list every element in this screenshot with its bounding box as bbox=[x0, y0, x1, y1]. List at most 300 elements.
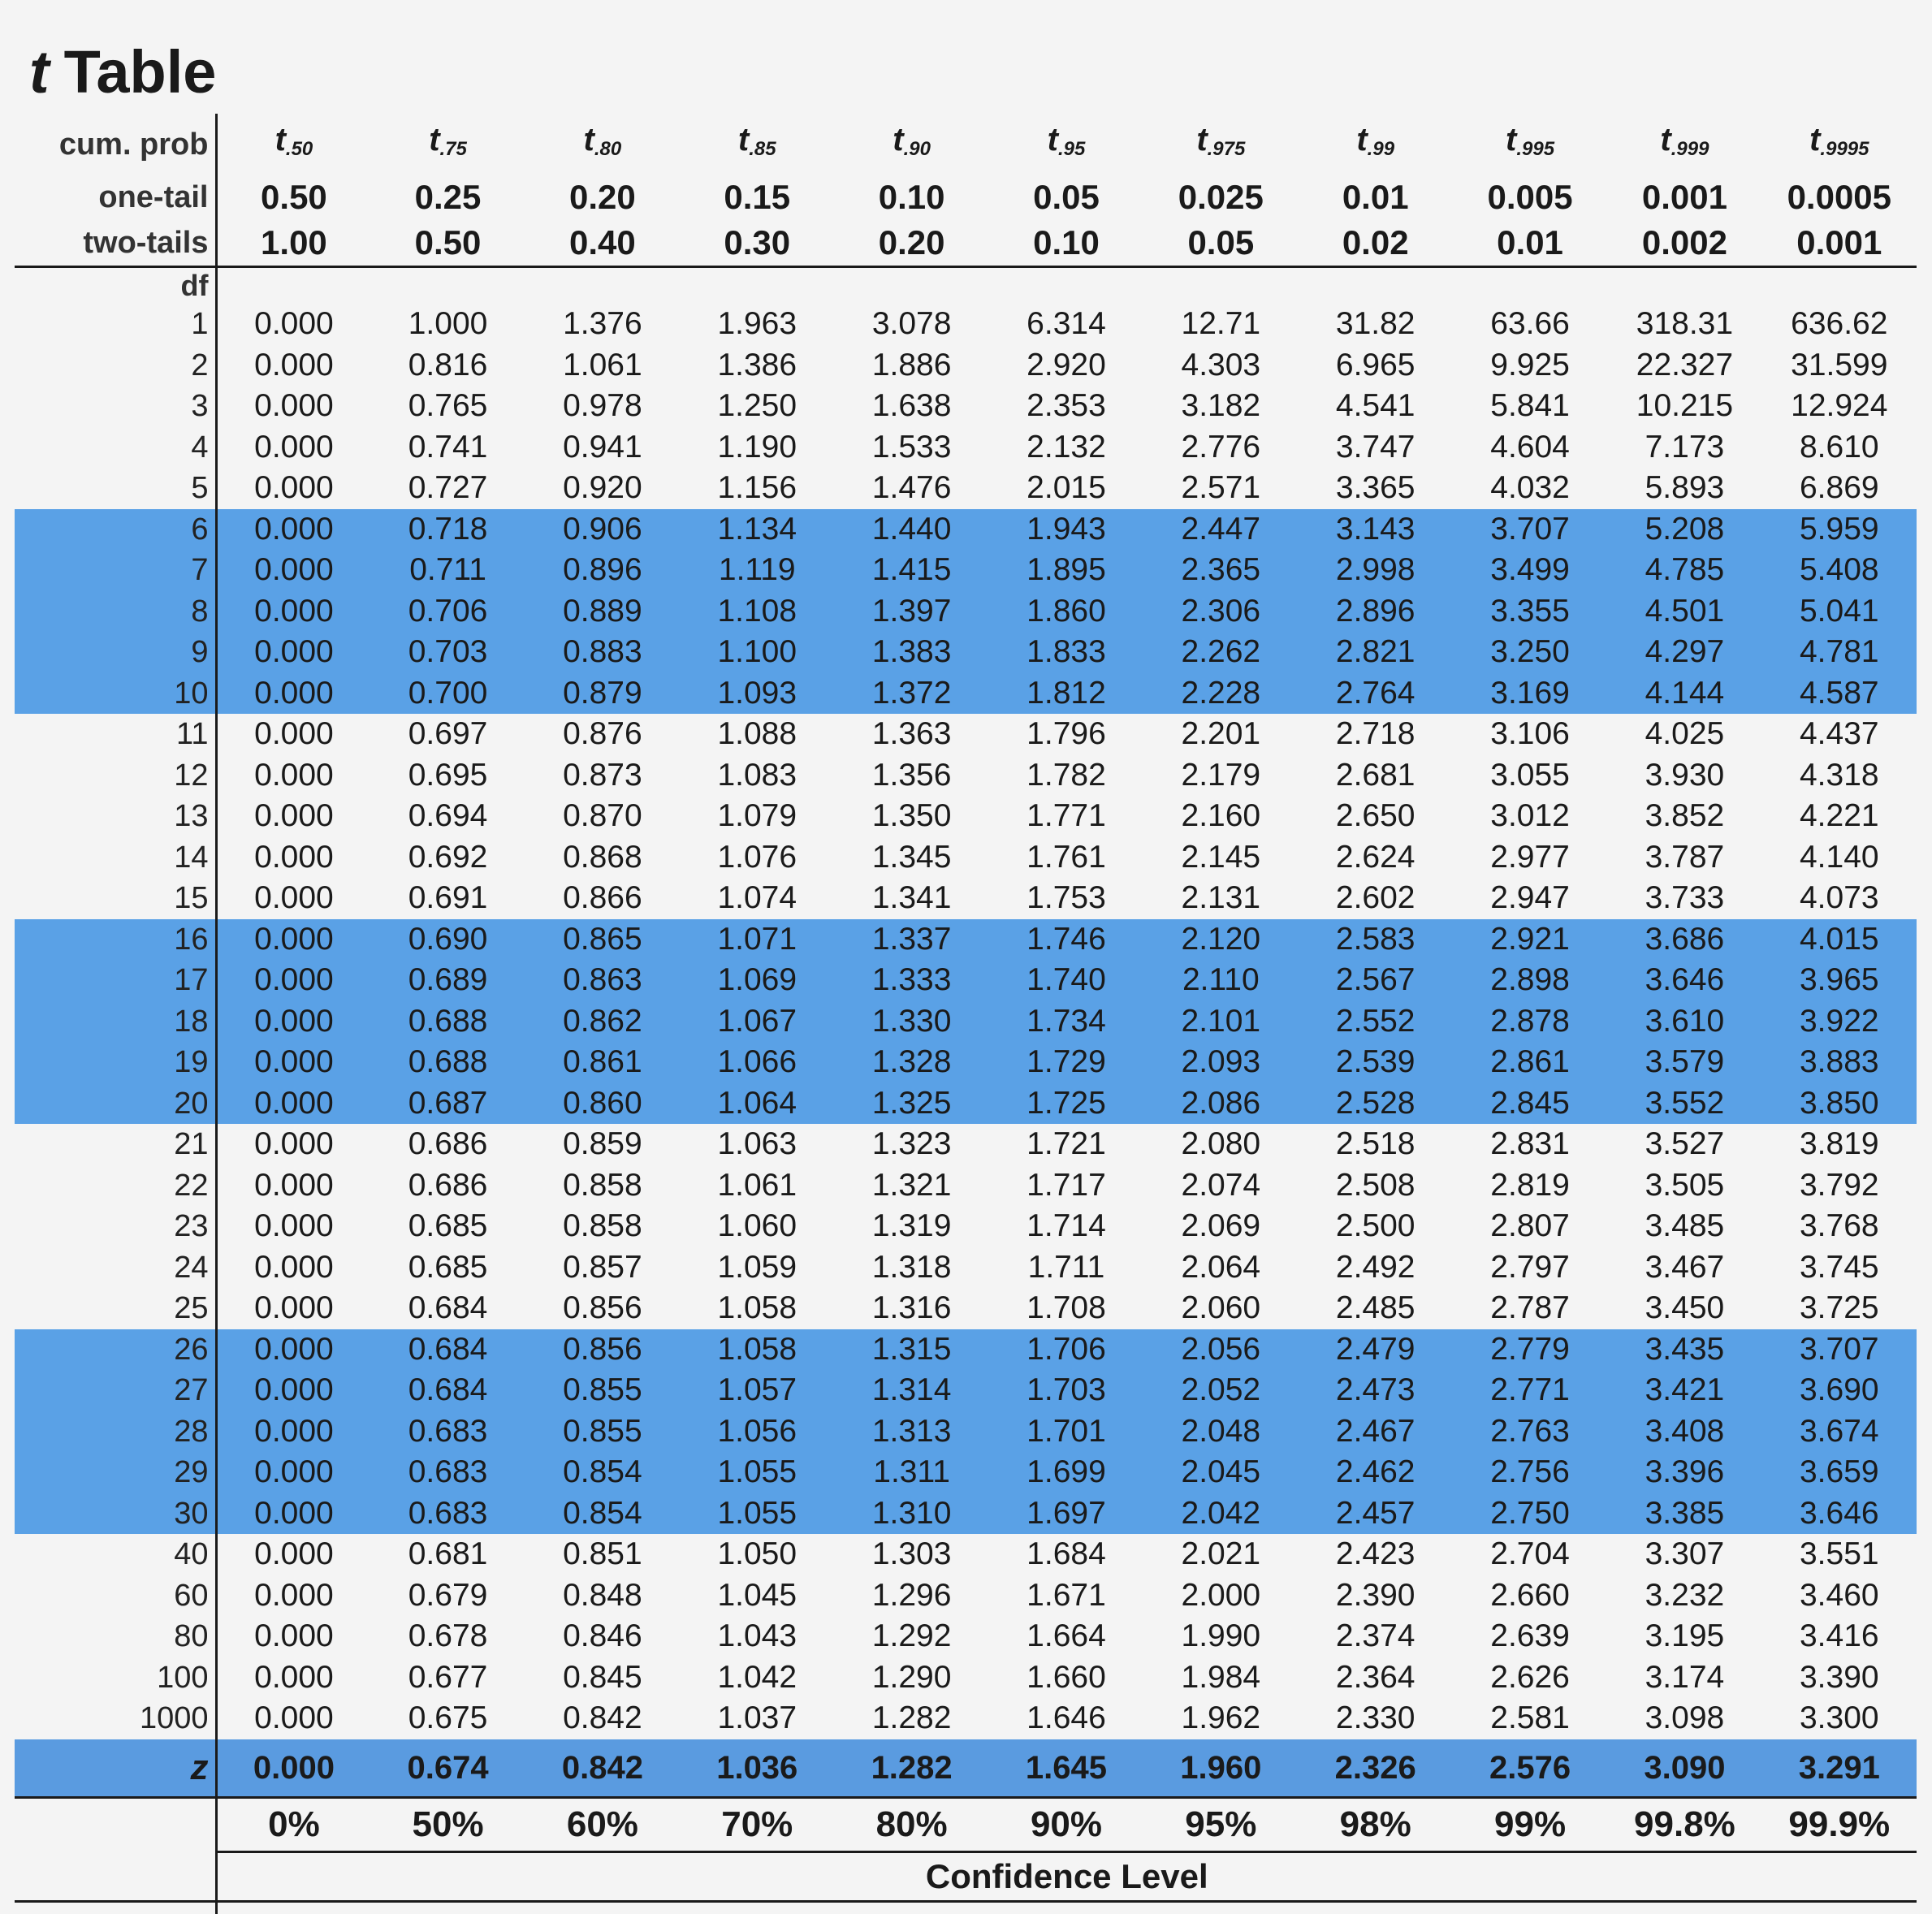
critical-value-cell: 2.093 bbox=[1143, 1042, 1298, 1083]
two-tails-value: 1.00 bbox=[216, 220, 370, 267]
critical-value-cell: 1.318 bbox=[871, 1249, 952, 1285]
critical-value-cell: 0.684 bbox=[370, 1370, 525, 1411]
critical-value-cell: 0.861 bbox=[525, 1042, 680, 1083]
critical-value-cell: 3.365 bbox=[1335, 470, 1416, 505]
critical-value-cell: 3.355 bbox=[1453, 591, 1607, 633]
df-cell: 11 bbox=[15, 714, 216, 755]
df-label: df bbox=[15, 267, 216, 305]
critical-value-cell: 3.819 bbox=[1799, 1126, 1879, 1161]
header-row-cum-prob bbox=[15, 114, 1917, 175]
critical-value-cell: 2.776 bbox=[1181, 429, 1261, 464]
critical-value-cell: 1.156 bbox=[717, 470, 797, 505]
critical-value-cell: 1.684 bbox=[1027, 1536, 1106, 1571]
critical-value-cell: 3.485 bbox=[1645, 1208, 1725, 1243]
critical-value-cell: 0.859 bbox=[563, 1126, 642, 1161]
df-cell: 1000 bbox=[15, 1698, 216, 1739]
t-symbol: t bbox=[583, 122, 594, 158]
critical-value-cell: 1.061 bbox=[563, 347, 642, 382]
critical-value-cell: 4.144 bbox=[1607, 673, 1761, 715]
critical-value-cell: 0.000 bbox=[254, 1659, 334, 1695]
critical-value-cell: 0.711 bbox=[370, 550, 525, 591]
z-value-cell: 1.036 bbox=[680, 1739, 834, 1798]
critical-value-cell: 3.552 bbox=[1607, 1083, 1761, 1125]
critical-value-cell: 1.083 bbox=[717, 757, 797, 793]
critical-value-cell: 2.110 bbox=[1143, 960, 1298, 1001]
z-value-cell: 2.326 bbox=[1299, 1739, 1453, 1798]
critical-value-cell: 0.000 bbox=[254, 839, 334, 875]
critical-value-cell: 2.423 bbox=[1335, 1536, 1416, 1571]
critical-value-cell: 0.695 bbox=[408, 757, 488, 793]
critical-value-cell: 3.499 bbox=[1453, 550, 1607, 591]
cum-prob-value: .9995 bbox=[1820, 138, 1869, 160]
critical-value-cell: 0.879 bbox=[525, 673, 680, 715]
critical-value-cell: 2.306 bbox=[1143, 591, 1298, 633]
critical-value-cell: 1.701 bbox=[989, 1411, 1143, 1453]
critical-value-cell: 0.000 bbox=[254, 1167, 334, 1203]
table-row bbox=[15, 1083, 1917, 1125]
critical-value-cell: 1.729 bbox=[989, 1042, 1143, 1083]
critical-value-cell: 2.467 bbox=[1299, 1411, 1453, 1453]
table-row bbox=[15, 919, 1917, 961]
critical-value-cell: 0.675 bbox=[408, 1700, 488, 1735]
critical-value-cell: 3.450 bbox=[1645, 1290, 1725, 1325]
one-tail-value: 0.01 bbox=[1342, 178, 1409, 216]
critical-value-cell: 0.688 bbox=[370, 1042, 525, 1083]
critical-value-cell: 3.725 bbox=[1799, 1290, 1879, 1325]
critical-value-cell: 4.032 bbox=[1490, 470, 1570, 505]
confidence-value-cell: 0% bbox=[268, 1804, 320, 1844]
critical-value-cell: 0.000 bbox=[254, 1290, 334, 1325]
critical-value-cell: 3.787 bbox=[1645, 839, 1725, 875]
critical-value-cell: 1.325 bbox=[834, 1083, 988, 1125]
critical-value-cell: 5.893 bbox=[1645, 470, 1725, 505]
critical-value-cell: 2.779 bbox=[1453, 1329, 1607, 1371]
critical-value-cell: 1.093 bbox=[680, 673, 834, 715]
df-cell: 19 bbox=[15, 1042, 216, 1083]
critical-value-cell: 1.330 bbox=[834, 1001, 988, 1043]
one-tail-value: 0.25 bbox=[414, 178, 482, 216]
critical-value-cell: 0.000 bbox=[216, 632, 370, 673]
critical-value-cell: 63.66 bbox=[1490, 306, 1570, 341]
critical-value-cell: 1.063 bbox=[717, 1126, 797, 1161]
critical-value-cell: 0.697 bbox=[408, 716, 488, 751]
confidence-value-cell: 99.8% bbox=[1634, 1804, 1735, 1844]
critical-value-cell: 3.527 bbox=[1645, 1126, 1725, 1161]
critical-value-cell: 1.383 bbox=[834, 632, 988, 673]
critical-value-cell: 0.854 bbox=[525, 1452, 680, 1493]
t-symbol: t bbox=[1660, 122, 1671, 158]
critical-value-cell: 0.851 bbox=[563, 1536, 642, 1571]
critical-value-cell: 0.873 bbox=[563, 757, 642, 793]
critical-value-cell: 2.120 bbox=[1143, 919, 1298, 961]
critical-value-cell: 2.447 bbox=[1143, 509, 1298, 551]
critical-value-cell: 4.140 bbox=[1799, 839, 1879, 875]
confidence-value-cell: 98% bbox=[1339, 1804, 1411, 1844]
critical-value-cell: 2.045 bbox=[1143, 1452, 1298, 1493]
confidence-level-label: Confidence Level bbox=[216, 1851, 1917, 1901]
critical-value-cell: 3.421 bbox=[1607, 1370, 1761, 1411]
critical-value-cell: 3.610 bbox=[1607, 1001, 1761, 1043]
critical-value-cell: 1.721 bbox=[1027, 1126, 1106, 1161]
critical-value-cell: 2.056 bbox=[1143, 1329, 1298, 1371]
spacer-cell bbox=[680, 267, 834, 305]
cum-prob-header bbox=[1762, 114, 1917, 175]
critical-value-cell: 4.587 bbox=[1762, 673, 1917, 715]
critical-value-cell: 0.683 bbox=[370, 1493, 525, 1535]
critical-value-cell: 1.660 bbox=[1027, 1659, 1106, 1695]
two-tails-value: 0.002 bbox=[1607, 220, 1761, 267]
df-cell: 17 bbox=[15, 960, 216, 1001]
cum-prob-value: .90 bbox=[903, 138, 931, 160]
critical-value-cell: 1.282 bbox=[871, 1700, 952, 1735]
df-cell: 4 bbox=[15, 427, 216, 469]
critical-value-cell: 1.337 bbox=[834, 919, 988, 961]
critical-value-cell: 1.058 bbox=[717, 1290, 797, 1325]
empty-label-cell bbox=[15, 1851, 216, 1901]
critical-value-cell: 0.860 bbox=[525, 1083, 680, 1125]
critical-value-cell: 0.863 bbox=[525, 960, 680, 1001]
critical-value-cell: 0.765 bbox=[408, 388, 488, 423]
critical-value-cell: 1.646 bbox=[1027, 1700, 1106, 1735]
critical-value-cell: 2.479 bbox=[1299, 1329, 1453, 1371]
critical-value-cell: 0.000 bbox=[254, 306, 334, 341]
critical-value-cell: 0.000 bbox=[254, 1126, 334, 1161]
critical-value-cell: 3.385 bbox=[1607, 1493, 1761, 1535]
title-symbol: t bbox=[29, 38, 50, 106]
critical-value-cell: 3.930 bbox=[1645, 757, 1725, 793]
critical-value-cell: 1.060 bbox=[717, 1208, 797, 1243]
critical-value-cell: 0.741 bbox=[408, 429, 488, 464]
critical-value-cell: 4.437 bbox=[1799, 716, 1879, 751]
critical-value-cell: 0.684 bbox=[370, 1329, 525, 1371]
critical-value-cell: 2.861 bbox=[1453, 1042, 1607, 1083]
critical-value-cell: 2.462 bbox=[1299, 1452, 1453, 1493]
critical-value-cell: 0.876 bbox=[563, 716, 642, 751]
critical-value-cell: 0.000 bbox=[254, 880, 334, 915]
bottom-rule-cell bbox=[216, 1901, 1917, 1914]
df-cell: 6 bbox=[15, 509, 216, 551]
critical-value-cell: 1.771 bbox=[1027, 798, 1106, 833]
critical-value-cell: 2.492 bbox=[1335, 1249, 1416, 1285]
critical-value-cell: 0.000 bbox=[216, 550, 370, 591]
two-tails-label: two-tails bbox=[15, 220, 216, 267]
cum-prob-value: .50 bbox=[285, 138, 313, 160]
critical-value-cell: 2.639 bbox=[1490, 1618, 1570, 1653]
critical-value-cell: 1.386 bbox=[717, 347, 797, 382]
critical-value-cell: 2.262 bbox=[1143, 632, 1298, 673]
critical-value-cell: 0.000 bbox=[216, 1452, 370, 1493]
critical-value-cell: 0.000 bbox=[216, 919, 370, 961]
critical-value-cell: 1.796 bbox=[1027, 716, 1106, 751]
cum-prob-header bbox=[525, 114, 680, 175]
table-row bbox=[15, 1288, 1917, 1329]
df-cell: 23 bbox=[15, 1206, 216, 1247]
critical-value-cell: 2.831 bbox=[1490, 1126, 1570, 1161]
critical-value-cell: 0.727 bbox=[408, 470, 488, 505]
critical-value-cell: 3.551 bbox=[1799, 1536, 1879, 1571]
critical-value-cell: 0.906 bbox=[525, 509, 680, 551]
critical-value-cell: 31.599 bbox=[1791, 347, 1888, 382]
critical-value-cell: 1.860 bbox=[989, 591, 1143, 633]
critical-value-cell: 1.088 bbox=[717, 716, 797, 751]
critical-value-cell: 3.707 bbox=[1453, 509, 1607, 551]
critical-value-cell: 5.959 bbox=[1762, 509, 1917, 551]
t-table bbox=[15, 114, 1917, 1914]
df-cell: 30 bbox=[15, 1493, 216, 1535]
critical-value-cell: 0.862 bbox=[525, 1001, 680, 1043]
df-cell: 20 bbox=[15, 1083, 216, 1125]
critical-value-cell: 0.000 bbox=[254, 1700, 334, 1735]
critical-value-cell: 1.664 bbox=[1027, 1618, 1106, 1653]
critical-value-cell: 0.703 bbox=[370, 632, 525, 673]
header-row-one-tail bbox=[15, 175, 1917, 220]
t-symbol: t bbox=[893, 122, 904, 158]
critical-value-cell: 1.350 bbox=[871, 798, 952, 833]
critical-value-cell: 3.707 bbox=[1762, 1329, 1917, 1371]
page-title bbox=[29, 38, 217, 106]
critical-value-cell: 0.000 bbox=[254, 388, 334, 423]
z-value-cell: 0.842 bbox=[525, 1739, 680, 1798]
spacer-cell bbox=[1762, 267, 1917, 305]
critical-value-cell: 3.169 bbox=[1453, 673, 1607, 715]
t-symbol: t bbox=[1047, 122, 1058, 158]
critical-value-cell: 1.740 bbox=[989, 960, 1143, 1001]
critical-value-cell: 4.785 bbox=[1607, 550, 1761, 591]
critical-value-cell: 2.552 bbox=[1299, 1001, 1453, 1043]
critical-value-cell: 2.660 bbox=[1490, 1577, 1570, 1613]
critical-value-cell: 0.706 bbox=[370, 591, 525, 633]
critical-value-cell: 2.064 bbox=[1181, 1249, 1261, 1285]
cum-prob-value: .75 bbox=[439, 138, 467, 160]
table-row bbox=[15, 550, 1917, 591]
critical-value-cell: 0.683 bbox=[370, 1411, 525, 1453]
critical-value-cell: 0.677 bbox=[408, 1659, 488, 1695]
df-cell: 26 bbox=[15, 1329, 216, 1371]
critical-value-cell: 1.000 bbox=[408, 306, 488, 341]
critical-value-cell: 3.747 bbox=[1335, 429, 1416, 464]
critical-value-cell: 2.101 bbox=[1143, 1001, 1298, 1043]
table-row bbox=[15, 1698, 1917, 1739]
critical-value-cell: 2.977 bbox=[1490, 839, 1570, 875]
critical-value-cell: 3.143 bbox=[1299, 509, 1453, 551]
critical-value-cell: 2.845 bbox=[1453, 1083, 1607, 1125]
critical-value-cell: 2.086 bbox=[1143, 1083, 1298, 1125]
cum-prob-header bbox=[680, 114, 834, 175]
critical-value-cell: 2.374 bbox=[1335, 1618, 1416, 1653]
two-tails-value: 0.01 bbox=[1453, 220, 1607, 267]
title-text: Table bbox=[63, 38, 217, 106]
z-value-cell: 1.282 bbox=[834, 1739, 988, 1798]
critical-value-cell: 3.646 bbox=[1762, 1493, 1917, 1535]
critical-value-cell: 3.435 bbox=[1607, 1329, 1761, 1371]
df-cell: 14 bbox=[15, 837, 216, 879]
critical-value-cell: 0.846 bbox=[563, 1618, 642, 1653]
critical-value-cell: 3.690 bbox=[1762, 1370, 1917, 1411]
critical-value-cell: 1.895 bbox=[989, 550, 1143, 591]
df-cell: 10 bbox=[15, 673, 216, 715]
critical-value-cell: 3.686 bbox=[1607, 919, 1761, 961]
cum-prob-label: cum. prob bbox=[15, 114, 216, 175]
spacer-cell bbox=[216, 267, 370, 305]
critical-value-cell: 1.638 bbox=[871, 388, 952, 423]
critical-value-cell: 3.850 bbox=[1762, 1083, 1917, 1125]
two-tails-value: 0.001 bbox=[1762, 220, 1917, 267]
critical-value-cell: 3.300 bbox=[1799, 1700, 1879, 1735]
critical-value-cell: 1.296 bbox=[871, 1577, 952, 1613]
critical-value-cell: 1.725 bbox=[989, 1083, 1143, 1125]
critical-value-cell: 1.397 bbox=[834, 591, 988, 633]
critical-value-cell: 1.321 bbox=[871, 1167, 952, 1203]
critical-value-cell: 4.025 bbox=[1645, 716, 1725, 751]
df-cell: 7 bbox=[15, 550, 216, 591]
critical-value-cell: 0.870 bbox=[563, 798, 642, 833]
critical-value-cell: 0.689 bbox=[370, 960, 525, 1001]
critical-value-cell: 1.043 bbox=[717, 1618, 797, 1653]
critical-value-cell: 3.396 bbox=[1607, 1452, 1761, 1493]
one-tail-value: 0.50 bbox=[261, 178, 327, 216]
table-row bbox=[15, 837, 1917, 879]
critical-value-cell: 2.500 bbox=[1335, 1208, 1416, 1243]
critical-value-cell: 0.856 bbox=[563, 1290, 642, 1325]
critical-value-cell: 1.341 bbox=[871, 880, 952, 915]
critical-value-cell: 0.679 bbox=[408, 1577, 488, 1613]
critical-value-cell: 1.292 bbox=[871, 1618, 952, 1653]
critical-value-cell: 3.106 bbox=[1490, 716, 1570, 751]
critical-value-cell: 0.718 bbox=[370, 509, 525, 551]
critical-value-cell: 3.055 bbox=[1490, 757, 1570, 793]
one-tail-value: 0.20 bbox=[569, 178, 636, 216]
critical-value-cell: 0.865 bbox=[525, 919, 680, 961]
critical-value-cell: 4.221 bbox=[1799, 798, 1879, 833]
critical-value-cell: 1.311 bbox=[834, 1452, 988, 1493]
cum-prob-header bbox=[1299, 114, 1453, 175]
critical-value-cell: 0.866 bbox=[563, 880, 642, 915]
critical-value-cell: 7.173 bbox=[1645, 429, 1725, 464]
critical-value-cell: 0.855 bbox=[525, 1370, 680, 1411]
critical-value-cell: 3.505 bbox=[1645, 1167, 1725, 1203]
critical-value-cell: 5.208 bbox=[1607, 509, 1761, 551]
z-value-cell: 0.674 bbox=[370, 1739, 525, 1798]
critical-value-cell: 1.310 bbox=[834, 1493, 988, 1535]
critical-value-cell: 1.069 bbox=[680, 960, 834, 1001]
t-table-body bbox=[15, 114, 1917, 1914]
critical-value-cell: 1.100 bbox=[680, 632, 834, 673]
critical-value-cell: 1.315 bbox=[834, 1329, 988, 1371]
critical-value-cell: 0.000 bbox=[254, 347, 334, 382]
critical-value-cell: 4.297 bbox=[1607, 632, 1761, 673]
t-symbol: t bbox=[1356, 122, 1368, 158]
table-row bbox=[15, 1165, 1917, 1207]
critical-value-cell: 2.201 bbox=[1181, 716, 1261, 751]
df-cell: 24 bbox=[15, 1247, 216, 1289]
table-row bbox=[15, 1534, 1917, 1575]
z-value-cell: 3.090 bbox=[1607, 1739, 1761, 1798]
critical-value-cell: 3.792 bbox=[1799, 1167, 1879, 1203]
critical-value-cell: 1.057 bbox=[680, 1370, 834, 1411]
critical-value-cell: 2.821 bbox=[1299, 632, 1453, 673]
critical-value-cell: 2.364 bbox=[1335, 1659, 1416, 1695]
t-symbol: t bbox=[737, 122, 750, 158]
critical-value-cell: 3.659 bbox=[1762, 1452, 1917, 1493]
critical-value-cell: 1.363 bbox=[871, 716, 952, 751]
confidence-label-row bbox=[15, 1851, 1917, 1901]
critical-value-cell: 2.763 bbox=[1453, 1411, 1607, 1453]
critical-value-cell: 2.390 bbox=[1335, 1577, 1416, 1613]
critical-value-cell: 2.571 bbox=[1181, 470, 1261, 505]
critical-value-cell: 2.878 bbox=[1453, 1001, 1607, 1043]
critical-value-cell: 0.854 bbox=[525, 1493, 680, 1535]
critical-value-cell: 1.108 bbox=[680, 591, 834, 633]
cum-prob-header bbox=[1453, 114, 1607, 175]
critical-value-cell: 5.408 bbox=[1762, 550, 1917, 591]
critical-value-cell: 1.708 bbox=[1027, 1290, 1106, 1325]
critical-value-cell: 0.000 bbox=[254, 1536, 334, 1571]
critical-value-cell: 3.883 bbox=[1762, 1042, 1917, 1083]
critical-value-cell: 0.856 bbox=[525, 1329, 680, 1371]
df-cell: 9 bbox=[15, 632, 216, 673]
critical-value-cell: 0.842 bbox=[563, 1700, 642, 1735]
critical-value-cell: 0.691 bbox=[408, 880, 488, 915]
table-row bbox=[15, 632, 1917, 673]
critical-value-cell: 6.869 bbox=[1799, 470, 1879, 505]
critical-value-cell: 1.061 bbox=[717, 1167, 797, 1203]
critical-value-cell: 1.984 bbox=[1181, 1659, 1261, 1695]
critical-value-cell: 3.078 bbox=[871, 306, 952, 341]
critical-value-cell: 2.330 bbox=[1335, 1700, 1416, 1735]
cum-prob-value: .99 bbox=[1367, 138, 1395, 160]
cum-prob-value: .85 bbox=[749, 138, 776, 160]
critical-value-cell: 12.71 bbox=[1181, 306, 1261, 341]
table-row bbox=[15, 1124, 1917, 1165]
critical-value-cell: 0.858 bbox=[563, 1167, 642, 1203]
critical-value-cell: 1.319 bbox=[871, 1208, 952, 1243]
critical-value-cell: 2.896 bbox=[1299, 591, 1453, 633]
critical-value-cell: 1.066 bbox=[680, 1042, 834, 1083]
table-row bbox=[15, 304, 1917, 345]
critical-value-cell: 3.174 bbox=[1645, 1659, 1725, 1695]
critical-value-cell: 1.703 bbox=[989, 1370, 1143, 1411]
critical-value-cell: 2.998 bbox=[1299, 550, 1453, 591]
two-tails-value: 0.20 bbox=[834, 220, 988, 267]
df-cell: 16 bbox=[15, 919, 216, 961]
critical-value-cell: 1.963 bbox=[717, 306, 797, 341]
critical-value-cell: 0.678 bbox=[408, 1618, 488, 1653]
spacer-cell bbox=[1143, 267, 1298, 305]
critical-value-cell: 2.602 bbox=[1335, 880, 1416, 915]
critical-value-cell: 3.250 bbox=[1453, 632, 1607, 673]
critical-value-cell: 0.848 bbox=[563, 1577, 642, 1613]
cum-prob-value: .95 bbox=[1057, 138, 1086, 160]
confidence-value-cell: 50% bbox=[412, 1804, 484, 1844]
critical-value-cell: 0.000 bbox=[254, 1208, 334, 1243]
table-row bbox=[15, 1370, 1917, 1411]
z-label: z bbox=[15, 1739, 216, 1798]
critical-value-cell: 1.055 bbox=[680, 1452, 834, 1493]
critical-value-cell: 1.119 bbox=[680, 550, 834, 591]
critical-value-cell: 2.518 bbox=[1335, 1126, 1416, 1161]
critical-value-cell: 2.750 bbox=[1453, 1493, 1607, 1535]
critical-value-cell: 2.042 bbox=[1143, 1493, 1298, 1535]
cum-prob-header bbox=[834, 114, 988, 175]
table-row bbox=[15, 386, 1917, 427]
critical-value-cell: 1.812 bbox=[989, 673, 1143, 715]
critical-value-cell: 0.000 bbox=[216, 1411, 370, 1453]
critical-value-cell: 2.764 bbox=[1299, 673, 1453, 715]
critical-value-cell: 3.965 bbox=[1762, 960, 1917, 1001]
table-row bbox=[15, 509, 1917, 551]
cum-prob-header bbox=[989, 114, 1143, 175]
critical-value-cell: 1.345 bbox=[871, 839, 952, 875]
